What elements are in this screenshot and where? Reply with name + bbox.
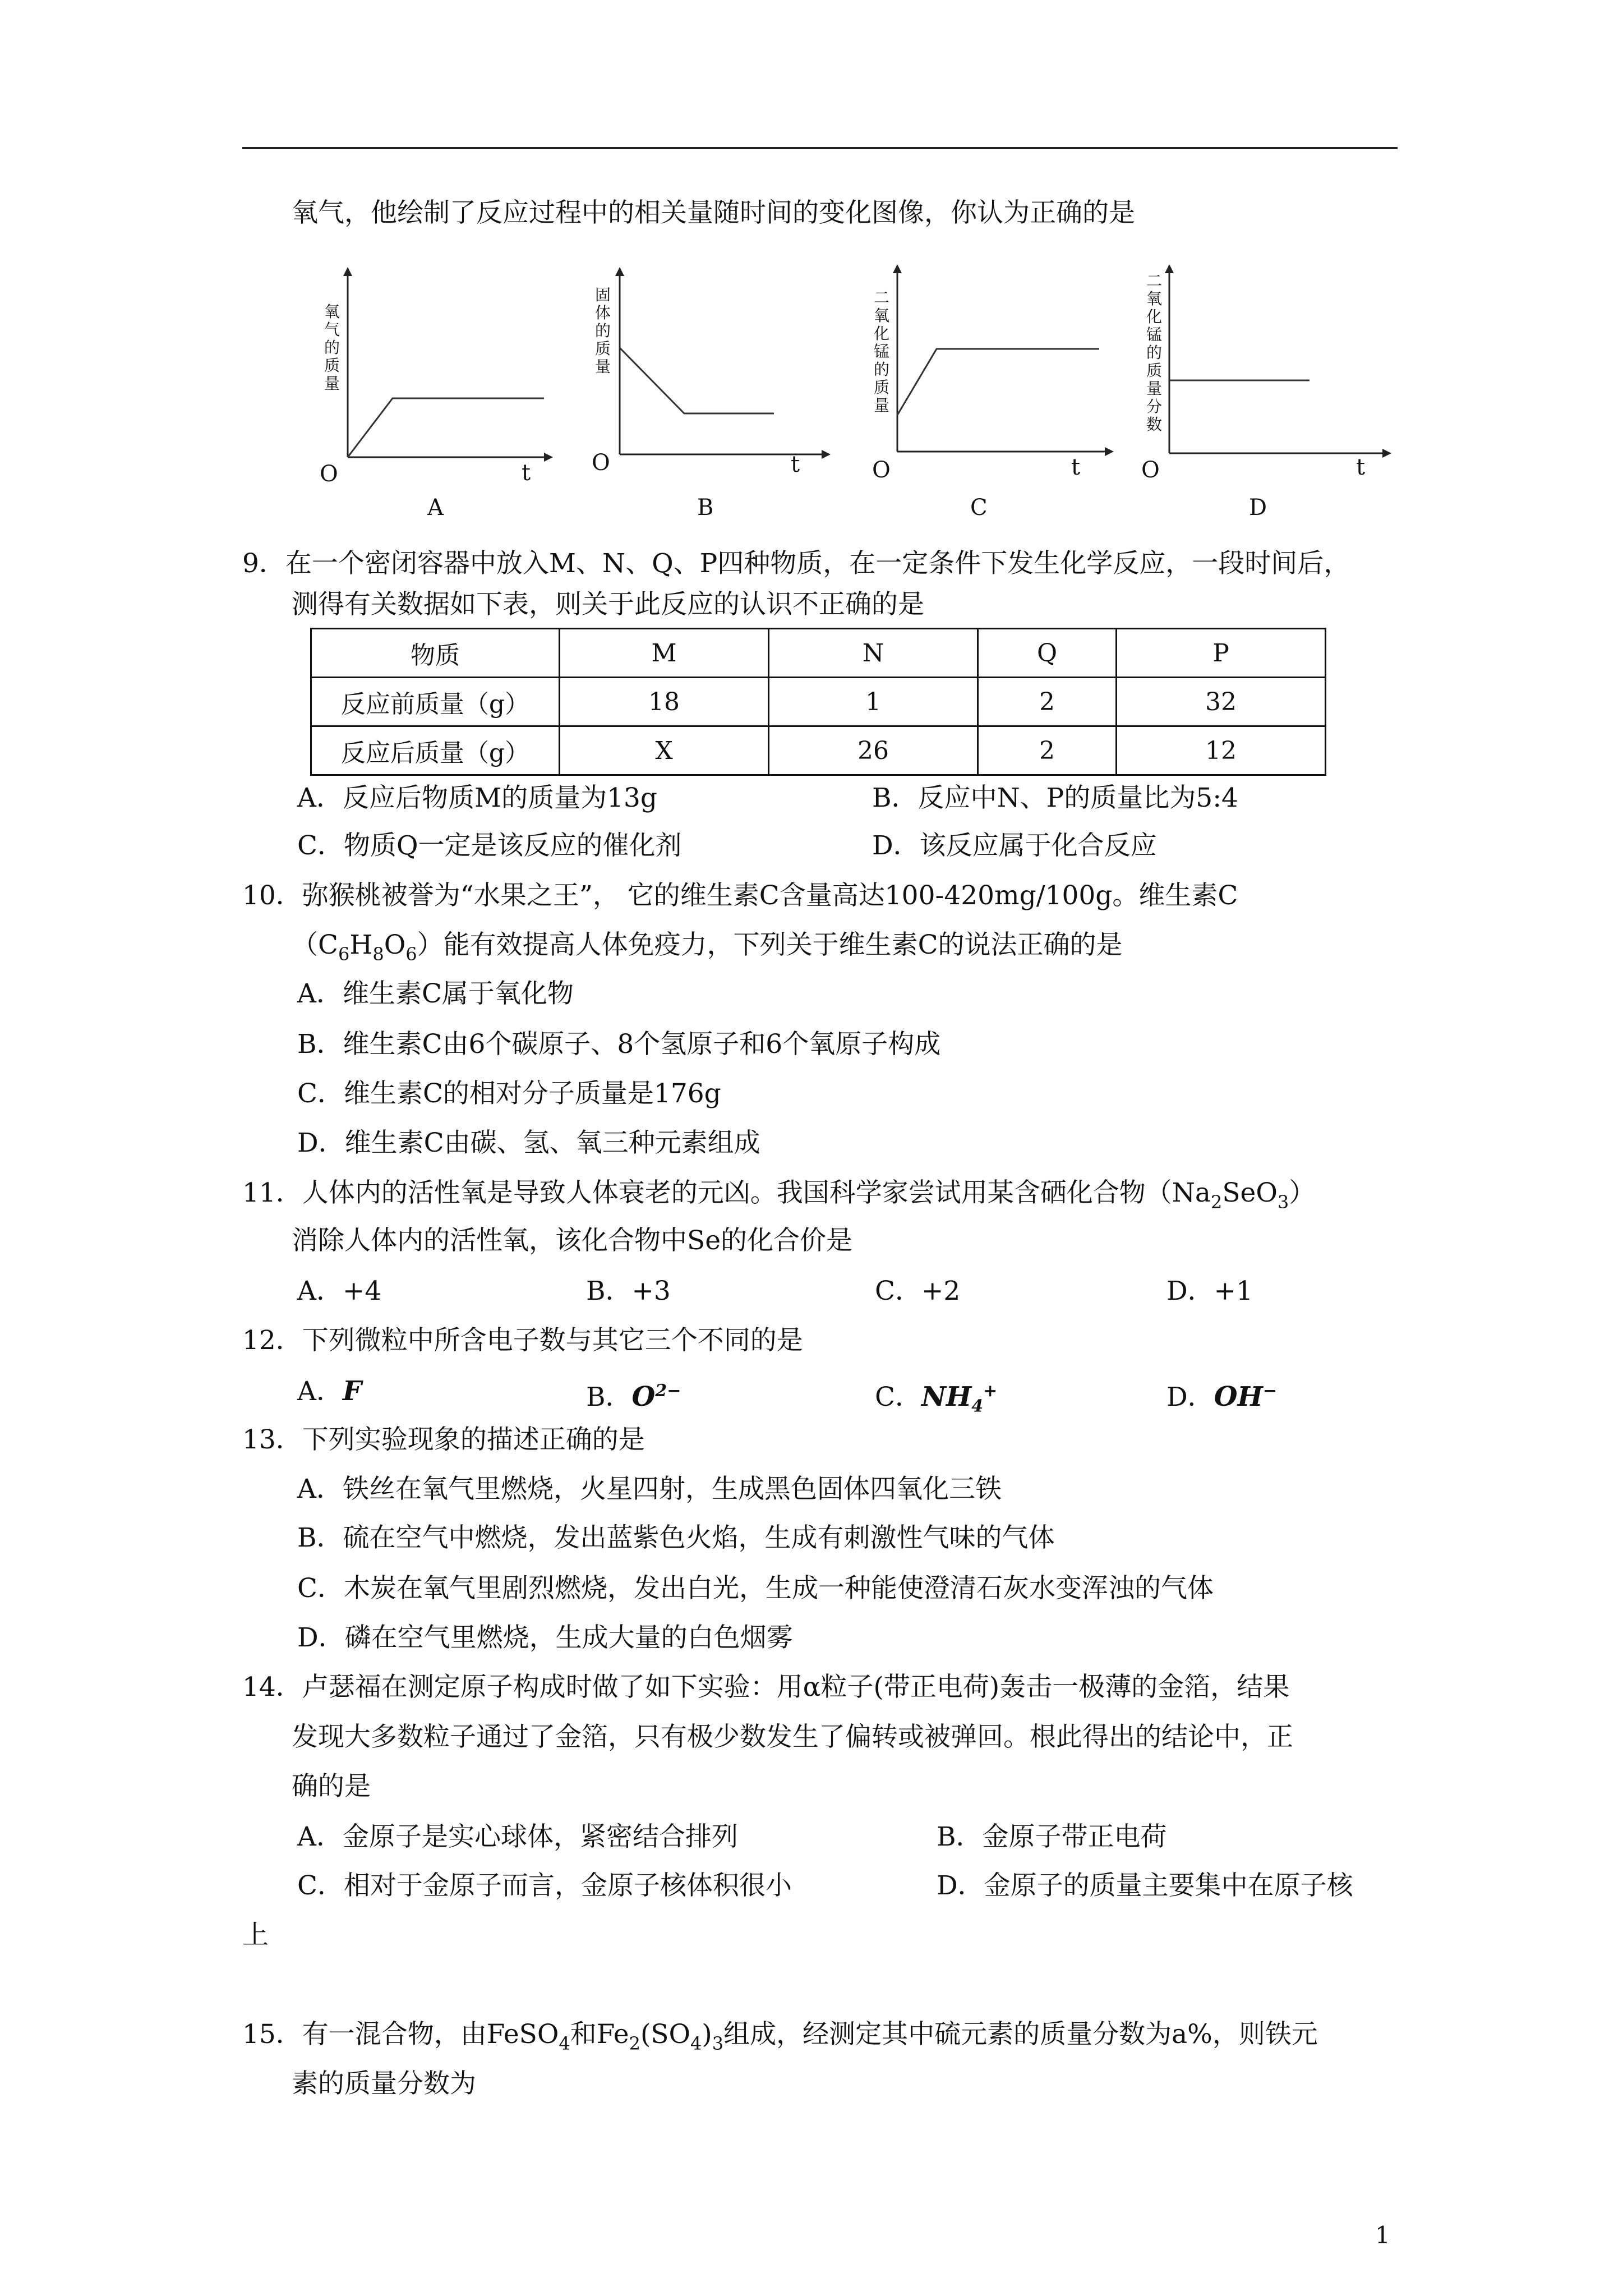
table-cell: 反应后质量（g）	[311, 726, 560, 775]
q11-option-b: B．+3	[586, 1276, 671, 1306]
q11-option-c: C．+2	[875, 1276, 961, 1306]
graph-d-label: D	[1249, 495, 1267, 521]
q9-line2: 测得有关数据如下表，则关于此反应的认识不正确的是	[292, 589, 924, 620]
q10-line2	[292, 928, 1123, 971]
graph-a-origin: O	[320, 461, 338, 487]
graph-d-xlabel: t	[1356, 454, 1366, 480]
graph-row	[292, 264, 1413, 533]
q10-o: O	[384, 930, 406, 960]
q12-option-c	[875, 1374, 997, 1424]
table-cell: X	[560, 726, 769, 775]
q12-formula-o2-charge: 2−	[655, 1381, 681, 1401]
q9-option-b: B．反应中N、P的质量比为5:4	[872, 783, 1238, 813]
graph-a-plot	[308, 264, 566, 488]
q12-formula-nh4-charge: +	[983, 1381, 998, 1401]
table-cell: 2	[978, 726, 1116, 775]
q14-option-d-cont: 上	[242, 1920, 269, 1950]
table-row	[311, 629, 1326, 678]
page-number: 1	[1375, 2221, 1390, 2249]
graph-c	[858, 264, 1116, 533]
graph-c-xlabel: t	[1071, 454, 1081, 480]
q9-option-c: C．物质Q一定是该反应的催化剂	[297, 830, 682, 861]
graph-a-ylabel: 氧气的质量	[324, 302, 340, 393]
table-cell: Q	[978, 629, 1116, 678]
graph-b-origin: O	[592, 450, 610, 476]
q12-option-d	[1166, 1374, 1277, 1414]
q12-formula-nh4-base: NH	[921, 1381, 972, 1412]
q14-option-d: D．金原子的质量主要集中在原子核	[937, 1870, 1353, 1901]
q10-option-b: B．维生素C由6个碳原子、8个氢原子和6个氧原子构成	[297, 1029, 941, 1060]
q11-line1	[242, 1176, 1315, 1219]
q11-option-a: A．+4	[297, 1276, 382, 1306]
q14-option-c: C．相对于金原子而言，金原子核体积很小	[297, 1870, 792, 1901]
q14-line1: 14．卢瑟福在测定原子构成时做了如下实验：用α粒子(带正电荷)轰击一极薄的金箔，结果	[242, 1672, 1290, 1703]
q12-stem: 12．下列微粒中所含电子数与其它三个不同的是	[242, 1325, 803, 1356]
table-cell: 2	[978, 678, 1116, 726]
q15-line1	[242, 2018, 1318, 2060]
q10-h: H	[349, 930, 373, 960]
table-cell: N	[768, 629, 978, 678]
q12-option-b	[586, 1374, 681, 1414]
q15-sub-2: 2	[629, 2033, 640, 2054]
q15-pre: 15．有一混合物，由FeSO	[242, 2019, 559, 2050]
q14-option-b: B．金原子带正电荷	[937, 1821, 1167, 1852]
q10-option-c: C．维生素C的相对分子质量是176g	[297, 1078, 721, 1109]
q11-seo: SeO	[1222, 1177, 1278, 1208]
q15-sub-3: 3	[712, 2033, 724, 2054]
header-rule	[242, 147, 1398, 149]
graph-d-ylabel: 二氧化锰的质量分数	[1146, 272, 1162, 434]
graph-d-origin: O	[1141, 457, 1160, 483]
q9-table	[310, 628, 1326, 776]
q12-option-d-label: D．	[1166, 1382, 1214, 1412]
q10-line2-pre: （C	[292, 930, 338, 960]
q11-line1-post: ）	[1289, 1177, 1316, 1208]
graph-a	[308, 264, 566, 533]
q14-line2: 发现大多数粒子通过了金箔，只有极少数发生了偏转或被弹回。根此得出的结论中，正	[292, 1722, 1293, 1752]
q15-sub-4a: 4	[559, 2033, 570, 2054]
q10-sub-6b: 6	[405, 944, 417, 965]
table-cell: 32	[1117, 678, 1326, 726]
q10-option-d: D．维生素C由碳、氢、氧三种元素组成	[297, 1128, 760, 1158]
q12-option-a	[297, 1374, 362, 1409]
table-cell: 26	[768, 726, 978, 775]
q13-option-b: B．硫在空气中燃烧，发出蓝紫色火焰，生成有刺激性气味的气体	[297, 1522, 1055, 1553]
table-cell: 物质	[311, 629, 560, 678]
q12-formula-oh	[1214, 1381, 1277, 1412]
q10-sub-8: 8	[372, 944, 384, 965]
q12-formula-nh4-sub: 4	[971, 1396, 984, 1416]
q11-line2: 消除人体内的活性氧，该化合物中Se的化合价是	[292, 1225, 853, 1256]
q15-so: (SO	[640, 2019, 691, 2050]
q12-formula-o2	[632, 1381, 681, 1412]
q12-formula-oh-charge: −	[1262, 1381, 1277, 1401]
q11-option-d: D．+1	[1166, 1276, 1253, 1306]
q11-line1-pre: 11．人体内的活性氧是导致人体衰老的元凶。我国科学家尝试用某含硒化合物（Na	[242, 1177, 1211, 1208]
graph-c-origin: O	[872, 457, 891, 483]
table-cell: 1	[768, 678, 978, 726]
q15-sub-4b: 4	[690, 2033, 702, 2054]
table-row	[311, 678, 1326, 726]
graph-b	[580, 264, 838, 533]
q15-post: 组成，经测定其中硫元素的质量分数为a%，则铁元	[723, 2019, 1318, 2050]
q12-formula-f: F	[342, 1375, 362, 1407]
q12-option-b-label: B．	[586, 1382, 632, 1412]
q11-sub-2: 2	[1210, 1191, 1223, 1213]
q15-and: 和Fe	[570, 2019, 629, 2050]
q9-line1: 9．在一个密闭容器中放入M、N、Q、P四种物质，在一定条件下发生化学反应，一段时间后，	[242, 548, 1350, 579]
q13-stem: 13．下列实验现象的描述正确的是	[242, 1424, 645, 1455]
q9-option-d: D．该反应属于化合反应	[872, 830, 1157, 861]
q15-line2: 素的质量分数为	[292, 2068, 476, 2099]
table-cell: 反应前质量（g）	[311, 678, 560, 726]
table-cell: 12	[1117, 726, 1326, 775]
table-cell: M	[560, 629, 769, 678]
graph-a-label: A	[427, 495, 444, 521]
q12-option-a-label: A．	[297, 1376, 343, 1407]
table-row	[311, 726, 1326, 775]
q12-formula-oh-base: OH	[1214, 1381, 1263, 1412]
graph-b-ylabel: 固体的质量	[594, 286, 611, 376]
q12-option-c-label: C．	[875, 1382, 921, 1412]
graph-d	[1124, 264, 1382, 533]
q10-line1: 10．弥猴桃被誉为“水果之王”， 它的维生素C含量高达100-420mg/100g。维生素C	[242, 880, 1238, 911]
q12-formula-nh4	[921, 1381, 998, 1416]
q11-sub-3: 3	[1277, 1191, 1289, 1213]
q13-option-a: A．铁丝在氧气里燃烧，火星四射，生成黑色固体四氧化三铁	[297, 1474, 1002, 1504]
q10-sub-6a: 6	[338, 944, 350, 965]
q9-option-a: A．反应后物质M的质量为13g	[297, 783, 657, 813]
graph-a-xlabel: t	[522, 460, 531, 486]
graph-c-label: C	[970, 495, 988, 521]
q12-formula-o2-base: O	[631, 1381, 656, 1412]
q13-option-d: D．磷在空气里燃烧，生成大量的白色烟雾	[297, 1622, 793, 1653]
graph-b-label: B	[697, 495, 714, 521]
q14-option-a: A．金原子是实心球体，紧密结合排列	[297, 1821, 738, 1852]
q10-option-a: A．维生素C属于氧化物	[297, 978, 574, 1009]
table-cell: 18	[560, 678, 769, 726]
table-cell: P	[1117, 629, 1326, 678]
q13-option-c: C．木炭在氧气里剧烈燃烧，发出白光，生成一种能使澄清石灰水变浑浊的气体	[297, 1573, 1214, 1604]
intro-line: 氧气，他绘制了反应过程中的相关量随时间的变化图像，你认为正确的是	[292, 197, 1135, 228]
q15-close: )	[702, 2019, 712, 2050]
graph-b-xlabel: t	[791, 452, 800, 477]
q10-line2-post: ）能有效提高人体免疫力，下列关于维生素C的说法正确的是	[417, 930, 1123, 960]
q14-line3: 确的是	[292, 1771, 371, 1802]
graph-c-ylabel: 二氧化锰的质量	[873, 288, 889, 415]
